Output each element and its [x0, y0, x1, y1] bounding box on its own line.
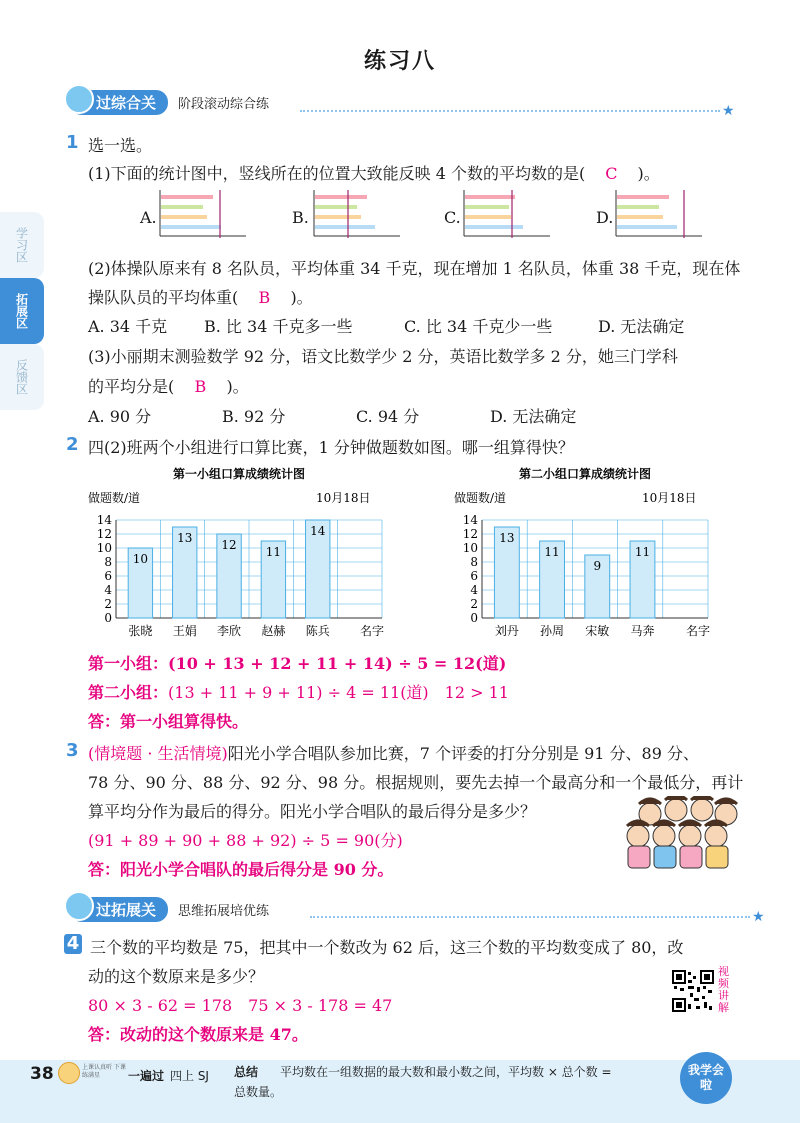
q1-p3-text: 的平均分是(: [88, 377, 175, 396]
divider: [310, 916, 750, 918]
data-label: 11: [544, 545, 560, 559]
x-tick-label: 王娟: [172, 624, 197, 638]
q1-stem: 选一选。: [88, 136, 153, 155]
q3-line1: [88, 741, 699, 764]
q1-p3-option-d: D. 无法确定: [490, 407, 577, 426]
q1-p2-answer: B: [258, 288, 271, 307]
y-tick-label: 0: [104, 611, 112, 625]
x-tick-label: 孙周: [540, 624, 565, 638]
y-tick-label: 12: [96, 527, 112, 541]
y-tick-label: 6: [470, 569, 478, 583]
chart-group-1: [86, 460, 426, 642]
y-tick-label: 6: [104, 569, 112, 583]
chart-date: 10月18日: [316, 491, 371, 505]
q1-p3-line1: (3)小丽期末测验数学 92 分，语文比数学少 2 分，英语比数学多 2 分，她三门学科: [88, 347, 678, 366]
summary-text-2: 总数量。: [234, 1085, 283, 1099]
y-tick-label: 10: [462, 541, 478, 555]
side-tab-feedback[interactable]: 反馈区: [0, 344, 44, 410]
chart-title: 第二小组口算成绩统计图: [518, 467, 652, 481]
side-tabs: [0, 212, 46, 410]
x-tick-label: 赵赫: [261, 624, 286, 638]
star-icon: ★: [722, 103, 735, 119]
y-axis-label: 做题数/道: [454, 491, 507, 505]
q1-p1-tail: )。: [637, 164, 660, 183]
q3-number: 3: [66, 740, 79, 761]
q3-answer-1: (91 + 89 + 90 + 88 + 92) ÷ 5 = 90(分): [88, 831, 403, 850]
option-c-label: C.: [444, 208, 461, 227]
y-tick-label: 8: [470, 555, 478, 569]
x-axis-label: 名字: [360, 624, 385, 638]
q1-mini-charts: [140, 188, 740, 244]
q4-line1: 三个数的平均数是 75，把其中一个数改为 62 后，这三个数的平均数变成了 80，改: [90, 938, 684, 957]
data-label: 9: [593, 559, 602, 573]
q1-p2-option-d: D. 无法确定: [598, 317, 685, 336]
q1-p3-option-a: A. 90 分: [88, 407, 152, 426]
footer-grade: 四上 SJ: [170, 1069, 209, 1083]
summary-text: 平均数在一组数据的最大数和最小数之间，平均数 × 总个数 =: [280, 1065, 612, 1079]
option-a-label: A.: [140, 208, 157, 227]
section-2-subtitle: 思维拓展培优练: [178, 903, 270, 919]
x-tick-label: 宋敏: [585, 624, 610, 638]
data-label: 12: [221, 538, 237, 552]
q1-p3-option-c: C. 94 分: [356, 407, 420, 426]
section-banner-1: [70, 90, 269, 114]
x-tick-label: 张晓: [128, 624, 153, 638]
q1-p3-line2: [88, 374, 249, 397]
data-label: 14: [310, 524, 326, 538]
data-label: 11: [265, 545, 282, 559]
star-icon: ★: [752, 909, 765, 925]
mini-chart-b: [312, 188, 402, 240]
section-1-subtitle: 阶段滚动综合练: [178, 96, 270, 112]
data-label: 11: [634, 545, 651, 559]
x-tick-label: 李欣: [217, 624, 242, 638]
data-label: 10: [132, 552, 149, 566]
footer-badge: 我学会啦: [680, 1052, 732, 1104]
y-tick-label: 12: [462, 527, 478, 541]
q2-stem: 四(2)班两个小组进行口算比赛，1 分钟做题数如图。哪一组算得快？: [88, 438, 574, 457]
side-tab-expand[interactable]: 拓展区: [0, 278, 44, 344]
q4-number: 4: [64, 934, 82, 954]
y-tick-label: 14: [96, 513, 112, 527]
q1-p2-option-b: B. 比 34 千克多一些: [204, 317, 353, 336]
x-tick-label: 陈兵: [305, 624, 330, 638]
x-tick-label: 马奔: [630, 624, 655, 638]
q1-p3-answer: B: [194, 377, 207, 396]
footer-tagline: 上课认真听 下课练满星: [82, 1064, 126, 1079]
q3-tag: (情境题 · 生活情境): [88, 744, 228, 763]
q1-p1: [88, 161, 660, 184]
section-1-label: 过综合关: [70, 90, 168, 115]
section-2-label: 过拓展关: [70, 897, 168, 922]
chart-title: 第一小组口算成绩统计图: [172, 467, 306, 481]
chart-date: 10月18日: [642, 491, 697, 505]
option-d-label: D.: [596, 208, 614, 227]
q1-p2-option-a: A. 34 千克: [88, 317, 168, 336]
y-tick-label: 4: [104, 583, 112, 597]
footer-brand: 一遍过: [128, 1069, 165, 1083]
q1-p2-option-c: C. 比 34 千克少一些: [404, 317, 553, 336]
y-tick-label: 8: [104, 555, 112, 569]
q2-answer-1: 第一小组：(10 + 13 + 12 + 11 + 14) ÷ 5 = 12(道): [88, 654, 507, 673]
mini-chart-d: [614, 188, 704, 240]
q1-number: 1: [66, 132, 79, 153]
video-explain-label[interactable]: 视频讲解: [718, 965, 729, 1014]
data-label: 13: [177, 531, 193, 545]
q1-p2-tail: )。: [290, 288, 313, 307]
x-axis-label: 名字: [686, 624, 711, 638]
y-tick-label: 2: [104, 597, 112, 611]
choir-illustration: [620, 796, 744, 876]
q1-p2-text: 操队队员的平均体重(: [88, 288, 239, 307]
q4-answer-2: 答：改动的这个数原来是 47。: [88, 1025, 308, 1044]
side-tab-study[interactable]: 学习区: [0, 212, 44, 278]
mini-chart-a: [158, 188, 248, 240]
mini-chart-c: [462, 188, 552, 240]
q4-line2: 动的这个数原来是多少？: [88, 967, 265, 986]
q1-p3-tail: )。: [226, 377, 249, 396]
option-b-label: B.: [292, 208, 309, 227]
y-axis-label: 做题数/道: [88, 491, 141, 505]
q1-p3-option-b: B. 92 分: [222, 407, 286, 426]
page-number: 38: [30, 1064, 54, 1084]
q2-answer-2-text: (13 + 11 + 9 + 11) ÷ 4 = 11(道) 12 > 11: [168, 683, 509, 702]
x-tick-label: 刘丹: [494, 624, 519, 638]
q2-answer-3: 答：第一小组算得快。: [88, 712, 249, 731]
q3-answer-2: 答：阳光小学合唱队的最后得分是 90 分。: [88, 860, 394, 879]
q2-number: 2: [66, 434, 79, 455]
q2-answer-2: [88, 680, 509, 703]
qr-code-icon[interactable]: [672, 970, 714, 1012]
q1-p2-line1: (2)体操队原来有 8 名队员，平均体重 34 千克，现在增加 1 名队员，体重 38 千克，现在体: [88, 259, 741, 278]
y-tick-label: 4: [470, 583, 478, 597]
q3-line2: 78 分、90 分、88 分、92 分、98 分。根据规则，要先去掉一个最高分和一个最低分，再计: [88, 773, 744, 792]
chart-group-2: [452, 460, 752, 642]
y-tick-label: 2: [470, 597, 478, 611]
q3-line1-text: 阳光小学合唱队参加比赛，7 个评委的打分分别是 91 分、89 分、: [227, 744, 699, 763]
y-tick-label: 10: [96, 541, 112, 555]
data-label: 13: [499, 531, 515, 545]
q4-answer-1: 80 × 3 - 62 = 178 75 × 3 - 178 = 47: [88, 996, 393, 1015]
q1-p1-text: (1)下面的统计图中，竖线所在的位置大致能反映 4 个数的平均数的是(: [88, 164, 586, 183]
divider: [300, 110, 720, 112]
q1-p1-answer: C: [605, 164, 618, 183]
summary-label: 总结: [234, 1065, 259, 1079]
y-tick-label: 14: [462, 513, 478, 527]
q3-line3: 算平均分作为最后的得分。阳光小学合唱队的最后得分是多少？: [88, 802, 537, 821]
section-banner-2: [70, 897, 269, 921]
mascot-icon: [58, 1062, 80, 1084]
q2-answer-2-label: 第二小组：: [88, 683, 169, 702]
page-title: 练习八: [363, 49, 436, 74]
q1-p2-line2: [88, 285, 313, 308]
y-tick-label: 0: [470, 611, 478, 625]
